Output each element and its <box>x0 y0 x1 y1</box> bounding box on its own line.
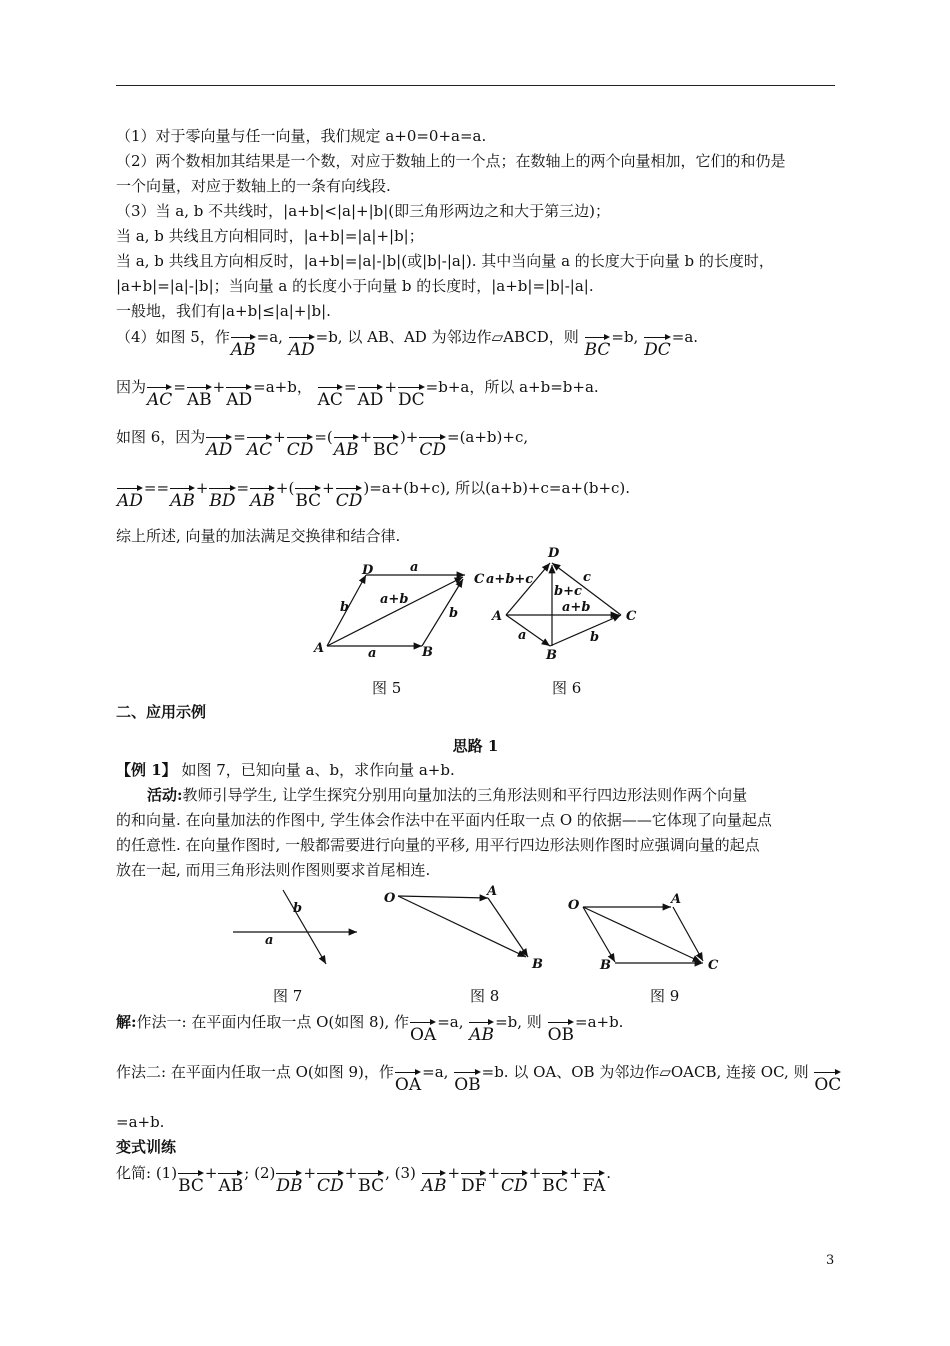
activity-2: 的和向量. 在向量加法的作图中, 学生体会作法中在平面内任取一点 O 的依据——它体现了向量起点 <box>116 811 772 829</box>
vector-OB: OB <box>454 1066 480 1094</box>
fig8-label-A: A <box>487 884 498 899</box>
vector-CD: CD <box>317 1167 344 1195</box>
vector-DF: DF <box>461 1167 486 1195</box>
arrow-icon <box>187 383 212 391</box>
vector-BC: BC <box>585 331 611 359</box>
vector-DB: DB <box>276 1167 302 1195</box>
vector-OA: OA <box>395 1066 421 1094</box>
vector-AD: AD <box>226 381 252 409</box>
fig9-vector-OC <box>583 907 701 962</box>
arrow-icon <box>334 433 359 441</box>
vector-AC: AC <box>147 381 172 409</box>
caption-fig5: 图 5 <box>372 679 402 697</box>
solution-method-2-end: =a+b. <box>116 1113 165 1131</box>
arrow-icon <box>358 383 384 391</box>
fig7-label-b: b <box>293 901 303 916</box>
arrow-icon <box>117 484 143 492</box>
fig5-label-D: D <box>362 563 374 578</box>
fig6-label-c: c <box>583 570 591 585</box>
fig6-vector-AB <box>506 615 550 646</box>
fig8-label-O: O <box>384 891 396 906</box>
arrow-icon <box>814 1068 841 1076</box>
vector-BC: BC <box>358 1167 384 1195</box>
fig6-label-b: b <box>590 630 600 645</box>
figure-9-parallelogram <box>560 885 730 975</box>
arrow-icon <box>147 383 172 391</box>
figure-5-parallelogram <box>310 555 470 665</box>
vector-AB: AB <box>170 482 195 510</box>
arrow-icon <box>358 1169 384 1177</box>
simplify-exercise: 化简: (1) BC+ AB; (2) DB+ CD+ BC, (3) AB+ DF+ CD+ BC+ FA. <box>116 1164 612 1196</box>
activity-1: 活动:教师引导学生, 让学生探究分别用向量加法的三角形法则和平行四边形法则作两个向量 <box>147 786 748 804</box>
arrow-icon <box>218 1169 243 1177</box>
fig5-label-apb: a+b <box>380 592 409 607</box>
arrow-icon <box>178 1169 204 1177</box>
vector-CD: CD <box>501 1167 528 1195</box>
vector-OC: OC <box>814 1066 841 1094</box>
arrow-icon <box>276 1169 302 1177</box>
arrow-icon <box>501 1169 528 1177</box>
activity-3: 的任意性. 在向量作图时, 一般都需要进行向量的平移, 用平行四边形法则作图时应强调向量的起点 <box>116 836 760 854</box>
arrow-icon <box>226 383 252 391</box>
vector-AD: AD <box>358 381 384 409</box>
fig7-vector-b <box>283 890 326 964</box>
para-number-line-1: （2）两个数相加其结果是一个数，对应于数轴上的一个点；在数轴上的两个向量相加，它们的和仍是 <box>116 152 786 170</box>
vector-CD: CD <box>336 482 363 510</box>
fig8-label-B: B <box>532 957 543 972</box>
vector-BC: BC <box>295 482 321 510</box>
arrow-icon <box>318 383 343 391</box>
vector-FA: FA <box>583 1167 606 1195</box>
figure-8-triangle <box>378 882 548 972</box>
fig6-label-apb: a+b <box>562 600 591 615</box>
arrow-icon <box>548 1018 574 1026</box>
page-number: 3 <box>826 1253 835 1268</box>
arrow-icon <box>170 484 195 492</box>
vector-AB: AB <box>469 1016 494 1044</box>
solution-method-2: 作法二: 在平面内任取一点 O(如图 9)，作 OA=a, OB=b. 以 OA、OB 为邻边作▱OACB, 连接 OC, 则 OC <box>116 1063 842 1095</box>
fig6-vector-BC <box>550 615 621 646</box>
arrow-icon <box>295 484 321 492</box>
fig9-label-C: C <box>708 958 719 973</box>
fig5-label-b-left: b <box>340 600 350 615</box>
para-opposite-direction-1: 当 a, b 共线且方向相反时，|a+b|=|a|-|b|(或|b|-|a|). 其中当向量 a 的长度大于向量 b 的长度时， <box>116 252 774 270</box>
caption-fig7: 图 7 <box>273 987 303 1005</box>
fig6-label-A: A <box>492 609 503 624</box>
variant-training-title: 变式训练 <box>116 1138 177 1156</box>
arrow-icon <box>585 333 611 341</box>
fig9-vector-AC <box>673 907 703 961</box>
vector-AB: AB <box>422 1167 447 1195</box>
fig6-vector-AD <box>506 563 550 615</box>
arrow-icon <box>231 333 256 341</box>
caption-fig6: 图 6 <box>552 679 582 697</box>
para-associative-1: 如图 6，因为 AD= AC+ CD=( AB+ BC)+ CD=(a+b)+c, <box>116 428 529 460</box>
arrow-icon <box>583 1169 606 1177</box>
fig6-label-C: C <box>474 572 485 587</box>
vector-BD: BD <box>209 482 235 510</box>
fig9-vector-OB <box>583 907 615 962</box>
para-zero-vector: （1）对于零向量与任一向量，我们规定 a+0=0+a=a. <box>116 127 487 145</box>
vector-AD: AD <box>117 482 143 510</box>
vector-DC: DC <box>398 381 425 409</box>
fig6-label-C-right: C <box>626 609 637 624</box>
vector-AC: AC <box>318 381 343 409</box>
figure-6-tetra <box>472 545 642 665</box>
vector-BC: BC <box>542 1167 568 1195</box>
vector-CD: CD <box>419 431 446 459</box>
arrow-icon <box>454 1068 480 1076</box>
fig9-label-O: O <box>568 898 580 913</box>
arrow-icon <box>287 433 314 441</box>
fig6-label-a: a <box>518 628 527 643</box>
solution-method-1: 解:作法一: 在平面内任取一点 O(如图 8), 作 OA=a, AB=b, 则 OB=a+b. <box>116 1013 624 1045</box>
vector-AD: AD <box>206 431 232 459</box>
section-title: 二、应用示例 <box>116 703 207 721</box>
vector-AD: AD <box>289 331 315 359</box>
para-same-direction: 当 a, b 共线且方向相同时，|a+b|=|a|+|b|； <box>116 227 424 245</box>
arrow-icon <box>410 1018 436 1026</box>
vector-AB: AB <box>218 1167 243 1195</box>
para-associative-2: AD== AB+ BD= AB+( BC+ CD)=a+(b+c), 所以(a+b)+c=a+(b+c). <box>117 479 631 511</box>
fig6-label-bpc: b+c <box>554 584 582 599</box>
example-1: 【例 1】 如图 7，已知向量 a、b，求作向量 a+b. <box>116 761 455 779</box>
vector-AB: AB <box>334 431 359 459</box>
vector-OB: OB <box>548 1016 574 1044</box>
para-general-inequality: 一般地，我们有|a+b|≤|a|+|b|. <box>116 302 331 320</box>
fig5-label-a: a <box>368 646 377 661</box>
vector-BC: BC <box>178 1167 204 1195</box>
arrow-icon <box>336 484 363 492</box>
arrow-icon <box>289 333 315 341</box>
fig9-label-B: B <box>600 958 611 973</box>
arrow-icon <box>469 1018 494 1026</box>
figure-7-vectors <box>225 888 365 978</box>
arrow-icon <box>247 433 272 441</box>
vector-AB: AB <box>250 482 275 510</box>
para-noncollinear: （3）当 a, b 不共线时，|a+b|<|a|+|b|(即三角形两边之和大于第三边)； <box>116 202 610 220</box>
para-number-line-2: 一个向量，对应于数轴上的一条有向线段. <box>116 177 391 195</box>
fig6-label-apbpc: a+b+c <box>486 572 534 587</box>
arrow-icon <box>419 433 446 441</box>
fig5-label-A: A <box>314 641 325 656</box>
arrow-icon <box>206 433 232 441</box>
para-opposite-direction-2: |a+b|=|a|-|b|；当向量 a 的长度小于向量 b 的长度时，|a+b|=|b|-|a|. <box>116 277 594 295</box>
arrow-icon <box>373 433 399 441</box>
fig8-vector-OA <box>398 896 488 898</box>
fig5-label-a-top: a <box>410 560 419 575</box>
arrow-icon <box>395 1068 421 1076</box>
arrow-icon <box>209 484 235 492</box>
arrow-icon <box>422 1169 447 1177</box>
arrow-icon <box>250 484 275 492</box>
fig6-label-B: B <box>546 648 557 663</box>
para-commutative: 因为 AC= AB+ AD=a+b， AC= AD+ DC=b+a，所以 a+b=b+a. <box>116 378 599 410</box>
para-fig5-construction: （4）如图 5，作 AB=a, AD=b, 以 AB、AD 为邻边作▱ABCD，则 BC=b, DC=a. <box>116 328 699 360</box>
vector-DC: DC <box>644 331 671 359</box>
fig5-label-b-right: b <box>449 606 459 621</box>
arrow-icon <box>542 1169 568 1177</box>
header-rule <box>116 85 835 86</box>
caption-fig8: 图 8 <box>470 987 500 1005</box>
arrow-icon <box>317 1169 344 1177</box>
vector-AB: AB <box>187 381 212 409</box>
vector-OA: OA <box>410 1016 436 1044</box>
arrow-icon <box>461 1169 486 1177</box>
fig7-label-a: a <box>265 933 274 948</box>
fig9-label-A: A <box>671 892 682 907</box>
fig6-label-D: D <box>548 546 560 561</box>
arrow-icon <box>644 333 671 341</box>
fig5-label-B: B <box>422 645 433 660</box>
vector-AB: AB <box>231 331 256 359</box>
para-summary: 综上所述, 向量的加法满足交换律和结合律. <box>116 527 401 545</box>
vector-CD: CD <box>287 431 314 459</box>
idea-title: 思路 1 <box>452 737 499 755</box>
arrow-icon <box>398 383 425 391</box>
activity-4: 放在一起, 而用三角形法则作图则要求首尾相连. <box>116 861 431 879</box>
caption-fig9: 图 9 <box>650 987 680 1005</box>
vector-AC: AC <box>247 431 272 459</box>
vector-BC: BC <box>373 431 399 459</box>
